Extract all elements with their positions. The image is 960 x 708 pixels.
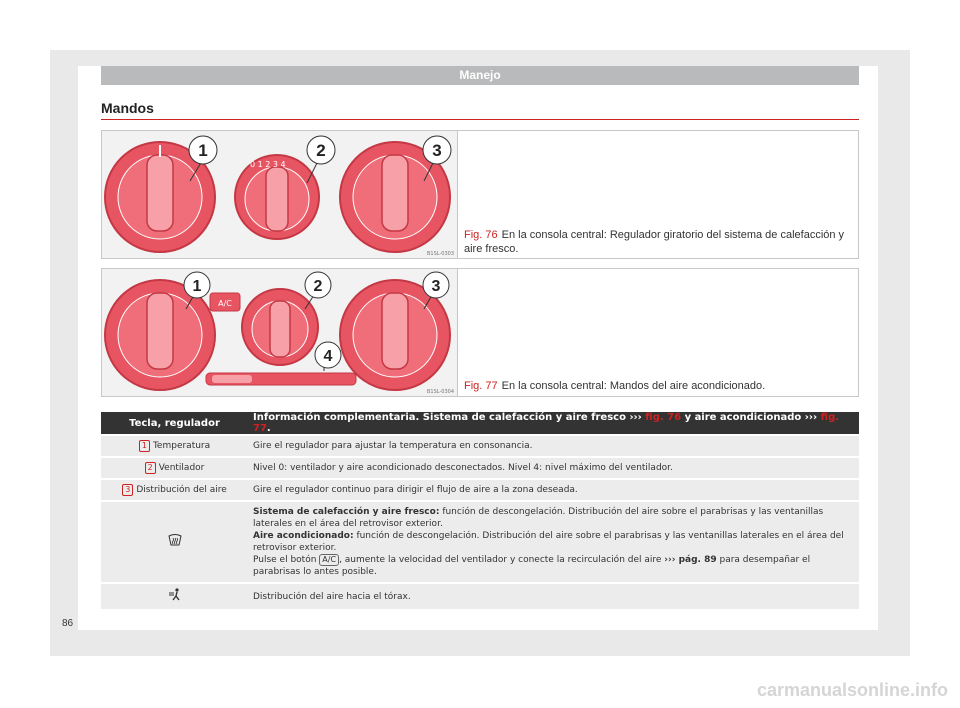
svg-text:2: 2	[316, 141, 326, 160]
defrost-windshield-icon	[168, 534, 182, 546]
svg-text:2: 2	[313, 278, 323, 295]
chest-info: Distribución del aire hacia el tórax.	[248, 584, 859, 609]
figure-76-image	[102, 131, 458, 258]
recirculation-slider	[206, 373, 356, 385]
air-to-chest-icon	[168, 588, 182, 601]
fig-77-link[interactable]: fig. 77	[253, 412, 840, 434]
control-name: Temperatura	[152, 441, 211, 451]
callout-number: 3	[122, 484, 133, 496]
svg-text:1: 1	[198, 141, 208, 160]
svg-text:3: 3	[432, 141, 442, 160]
figure-code: B1SL-0304	[426, 389, 454, 395]
table-row	[101, 502, 859, 582]
control-info: Gire el regulador continuo para dirigir el flujo de aire a la zona deseada.	[248, 480, 859, 500]
control-info: Nivel 0: ventilador y aire acondicionado desconectados. Nivel 4: nivel máximo del ventilador.	[248, 458, 859, 478]
figure-77-image	[102, 269, 458, 396]
figure-77-caption-text: En la consola central: Mandos del aire acondicionado.	[501, 380, 766, 392]
page-title: Mandos	[101, 100, 154, 116]
fig-76-link[interactable]: fig. 76	[645, 412, 682, 423]
control-info: Gire el regulador para ajustar la temperatura en consonancia.	[248, 436, 859, 456]
heating-controls-illustration	[102, 131, 458, 258]
callout-number: 1	[139, 440, 150, 452]
table-header-row	[101, 412, 859, 434]
svg-text:0 1 2 3 4: 0 1 2 3 4	[250, 160, 286, 169]
figure-77-label: Fig. 77	[464, 380, 498, 392]
table-row	[101, 480, 859, 500]
control-name: Distribución del aire	[136, 485, 227, 495]
svg-text:4: 4	[323, 348, 333, 365]
figure-77	[101, 268, 859, 397]
figure-76	[101, 130, 859, 259]
figure-77-caption	[464, 379, 852, 393]
figure-76-caption	[464, 228, 852, 256]
callout-number: 2	[145, 462, 156, 474]
controls-info-table	[101, 410, 859, 611]
watermark: carmanualsonline.info	[756, 680, 948, 700]
ac-controls-illustration	[102, 269, 458, 396]
control-name: Ventilador	[158, 463, 205, 473]
ac-button	[210, 293, 240, 311]
table-row	[101, 584, 859, 609]
column-header-control: Tecla, regulador	[101, 412, 248, 434]
column-header-info: Información complementaria. Sistema de calefacción y aire fresco ››› fig. 76 y aire acondicionado ››› fig. 77.	[248, 412, 859, 434]
figure-76-caption-text: En la consola central: Regulador giratorio del sistema de calefacción y aire fresco.	[464, 229, 845, 255]
ac-key-icon: A/C	[319, 554, 339, 566]
table-row	[101, 436, 859, 456]
svg-text:1: 1	[192, 278, 202, 295]
page-89-link[interactable]: pág. 89	[678, 555, 717, 565]
page-number: 86	[62, 618, 74, 629]
defrost-info: Sistema de calefacción y aire fresco: función de descongelación. Distribución del aire sobre el parabrisas y las ventanillas laterales en el área del retrovisor exterior. Aire acondicionado: función de descongelación. Distribución del aire sobre el parabrisas y las ventanillas laterales en el área del retrovisor exterior. Pulse el botón A/C , aumente la velocidad del ventilador y conecte la recirculación del aire ››› pág. 89 para desempañar el parabrisas lo antes posible.	[248, 502, 859, 582]
table-row	[101, 458, 859, 478]
fan-knob	[242, 289, 318, 365]
fan-knob	[235, 155, 319, 239]
figure-76-label: Fig. 76	[464, 229, 498, 241]
svg-text:A/C: A/C	[218, 299, 232, 308]
figure-code: B1SL-0303	[426, 251, 454, 257]
svg-text:3: 3	[431, 278, 441, 295]
title-divider	[101, 119, 859, 120]
section-header-bar: Manejo	[101, 66, 859, 85]
